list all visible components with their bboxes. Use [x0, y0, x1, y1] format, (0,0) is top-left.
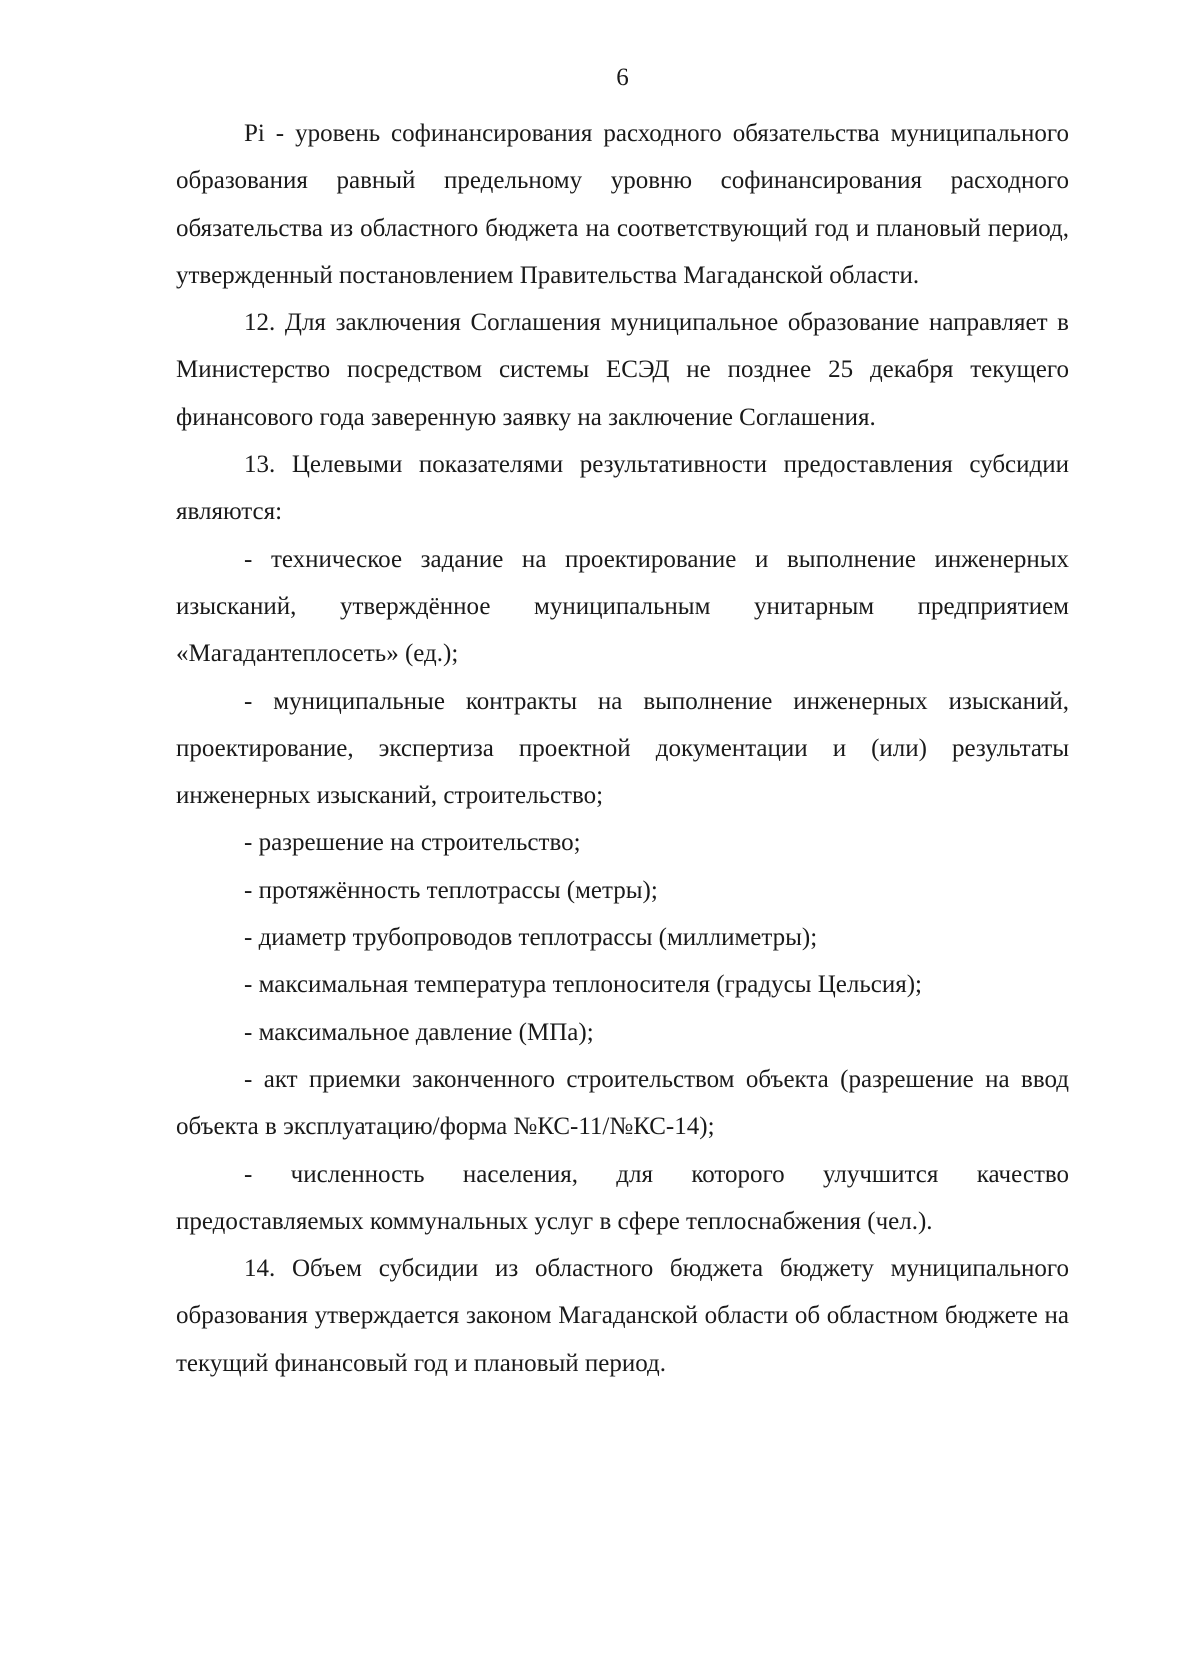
list-item-building-permit: - разрешение на строительство;: [244, 829, 581, 857]
document-body: [176, 110, 1069, 1387]
list-item-acceptance-act: - акт приемки законченного строительством объекта (разрешение на ввод объекта в эксплуатацию/форма №КС-11/№КС-14);: [176, 1065, 1069, 1141]
list-item-pipe-diameter: - диаметр трубопроводов теплотрассы (миллиметры);: [244, 924, 818, 952]
list-item-pipeline-length: - протяжённость теплотрассы (метры);: [244, 876, 658, 904]
paragraph-14: 14. Объем субсидии из областного бюджета бюджету муниципального образования утверждается законом Магаданской области об областном бюджете на текущий финансовый год и плановый период.: [176, 1255, 1069, 1377]
list-item-max-pressure: - максимальное давление (МПа);: [244, 1018, 594, 1046]
paragraph-12: 12. Для заключения Соглашения муниципальное образование направляет в Министерство посредством системы ЕСЭД не позднее 25 декабря текущего финансового года заверенную заявку на заключение Соглашения.: [176, 309, 1069, 431]
list-item-population: - численность населения, для которого улучшится качество предоставляемых коммунальных услуг в сфере теплоснабжения (чел.).: [176, 1160, 1069, 1235]
list-item-technical-task: - техническое задание на проектирование и выполнение инженерных изысканий, утверждённое муниципальным унитарным предприятием «Магадантеплосеть» (ед.);: [176, 545, 1069, 668]
paragraph-pi-definition: Pi - уровень софинансирования расходного обязательства муниципального образования равный предельному уровню софинансирования расходного обязательства из областного бюджета на соответствующий год и плановый период, утвержденный постановлением Правительства Магаданской области.: [176, 120, 1069, 289]
list-item-municipal-contracts: - муниципальные контракты на выполнение инженерных изысканий, проектирование, экспертиза проектной документации и (или) результаты инженерных изысканий, строительство;: [176, 687, 1069, 810]
paragraph-13: 13. Целевыми показателями результативности предоставления субсидии являются:: [176, 451, 1069, 526]
list-item-max-temperature: - максимальная температура теплоносителя (градусы Цельсия);: [244, 971, 923, 999]
page-number: 6: [616, 64, 629, 91]
